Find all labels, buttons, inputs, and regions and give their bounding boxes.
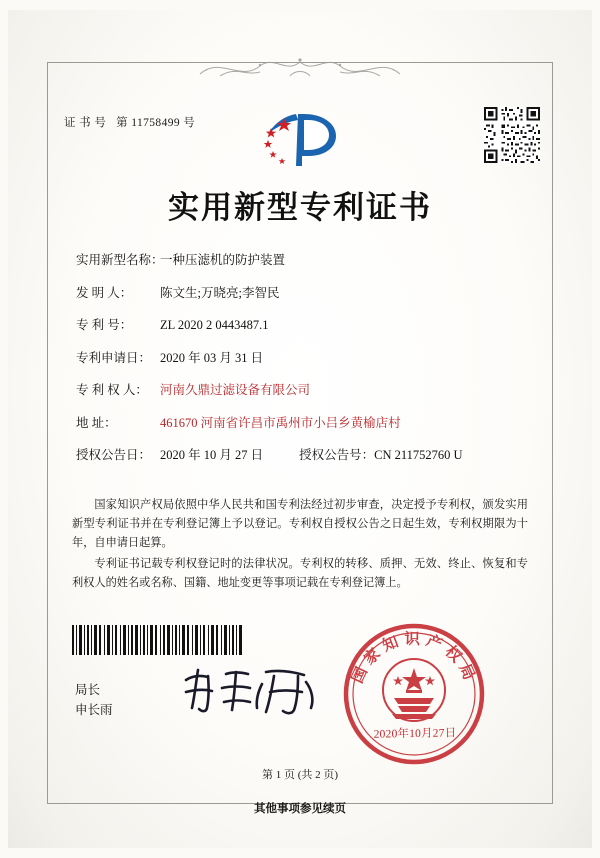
director-label: 局长: [75, 683, 101, 697]
legal-paragraph-1: 国家知识产权局依照中华人民共和国专利法经过初步审查，决定授予专利权，颁发实用新型专利证书并在专利登记簿上予以登记。专利权自授权公告之日起生效，专利权期限为十年，自申请日起算。: [72, 499, 528, 549]
certificate-fields: [76, 250, 526, 478]
field-label: 专 利 号：: [76, 318, 133, 332]
field-row-patentee: [76, 380, 526, 398]
field-label: 专 利 权 人：: [76, 383, 148, 397]
field-value: 461670 河南省许昌市禹州市小吕乡黄榆店村: [160, 415, 401, 430]
page-number: 第 1 页 (共 2 页): [261, 769, 339, 781]
legal-paragraph-2: 专利证书记载专利权登记时的法律状况。专利权的转移、质押、无效、终止、恢复和专利权人的姓名或名称、国籍、地址变更等事项记载在专利登记簿上。: [72, 558, 528, 589]
seal-date: 2020年10月27日: [373, 727, 457, 741]
field-label: 发 明 人：: [76, 285, 133, 300]
field-value: 一种压滤机的防护装置: [160, 253, 286, 267]
field-label: 专利申请日：: [76, 350, 152, 365]
field-row-grant-announcement: [76, 445, 526, 463]
qr-code: [484, 107, 540, 163]
field-row-application-date: [76, 348, 526, 366]
grant-date-value: 2020 年 10 月 27 日: [160, 448, 264, 462]
field-label: 实用新型名称：: [76, 253, 164, 267]
cnipa-logo-icon: [240, 108, 362, 170]
field-value: 陈文生;万晓亮;李智民: [160, 285, 280, 300]
svg-text:国家知识产权局: 国家知识产权局: [349, 630, 480, 688]
field-label: 地 址：: [76, 415, 117, 430]
certificate-serial: [64, 114, 195, 130]
serial-value: 第 11758499 号: [116, 117, 196, 129]
field-row-invention-name: [76, 250, 526, 268]
field-row-patent-number: [76, 315, 526, 333]
grant-number-value: CN 211752760 U: [374, 448, 463, 462]
director-name: 申长雨: [75, 703, 113, 717]
field-row-address: [76, 413, 526, 431]
grant-date-label: 授权公告日：: [76, 448, 152, 462]
page-title: 实用新型专利证书: [168, 190, 432, 225]
footnote: 其他事项参见续页: [254, 803, 346, 815]
field-value: ZL 2020 2 0443487.1: [160, 318, 269, 332]
legal-text: [72, 496, 528, 595]
field-value: 2020 年 03 月 31 日: [160, 350, 264, 365]
field-row-inventors: [76, 283, 526, 301]
grant-number-label: 授权公告号：: [299, 448, 375, 462]
director-signature: [178, 662, 326, 718]
official-seal: [340, 620, 488, 768]
serial-label: 证 书 号: [64, 117, 107, 129]
field-value: 河南久鼎过滤设备有限公司: [160, 383, 311, 397]
barcode: [72, 625, 242, 655]
director-block: [75, 680, 113, 720]
